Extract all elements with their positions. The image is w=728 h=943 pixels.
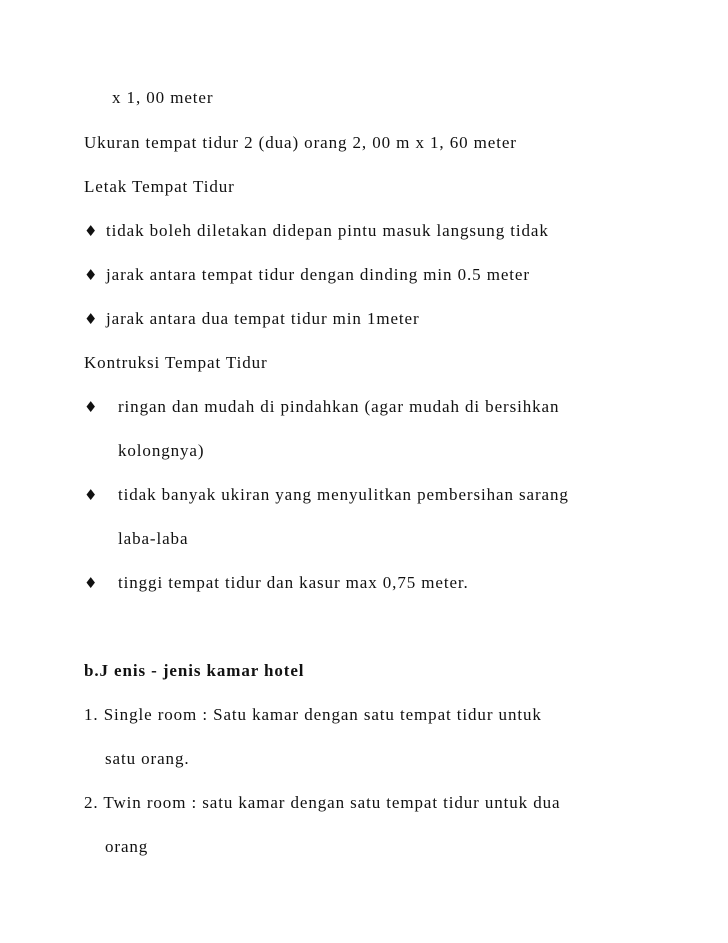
diamond-bullet-icon: ♦: [84, 398, 98, 416]
bullet-text: tidak boleh diletakan didepan pintu masuk langsung tidak: [106, 221, 549, 240]
text-line-bed-size-two-person: Ukuran tempat tidur 2 (dua) orang 2, 00 m x 1, 60 meter: [84, 133, 517, 152]
list-item-twin-room: 2. Twin room : satu kamar dengan satu tempat tidur untuk dua: [84, 793, 561, 812]
list-item-continuation: satu orang.: [105, 749, 190, 768]
bullet-text: tinggi tempat tidur dan kasur max 0,75 meter.: [118, 573, 469, 592]
bullet-item-bed-distance: [84, 309, 420, 329]
text-line-size-continuation: x 1, 00 meter: [112, 88, 214, 107]
diamond-bullet-icon: ♦: [84, 266, 98, 284]
diamond-bullet-icon: ♦: [84, 486, 98, 504]
bullet-item-few-carvings: [84, 485, 569, 505]
bullet-text: jarak antara tempat tidur dengan dinding min 0.5 meter: [106, 265, 530, 284]
bullet-text: tidak banyak ukiran yang menyulitkan pembersihan sarang: [118, 485, 569, 504]
list-item-continuation: orang: [105, 837, 149, 856]
diamond-bullet-icon: ♦: [84, 222, 98, 240]
bullet-item-no-door: [84, 221, 549, 241]
bullet-text-continuation: kolongnya): [118, 441, 205, 460]
diamond-bullet-icon: ♦: [84, 310, 98, 328]
section-heading-room-types: b.J enis - jenis kamar hotel: [84, 661, 305, 680]
bullet-item-wall-distance: [84, 265, 530, 285]
bullet-item-bed-height: [84, 573, 469, 593]
bullet-text: ringan dan mudah di pindahkan (agar mudah di bersihkan: [118, 397, 560, 416]
bullet-text: jarak antara dua tempat tidur min 1meter: [106, 309, 420, 328]
diamond-bullet-icon: ♦: [84, 574, 98, 592]
list-item-single-room: 1. Single room : Satu kamar dengan satu tempat tidur untuk: [84, 705, 542, 724]
heading-bed-construction: Kontruksi Tempat Tidur: [84, 353, 268, 372]
bullet-item-light-movable: [84, 397, 559, 417]
bullet-text-continuation: laba-laba: [118, 529, 189, 548]
heading-bed-placement: Letak Tempat Tidur: [84, 177, 235, 196]
